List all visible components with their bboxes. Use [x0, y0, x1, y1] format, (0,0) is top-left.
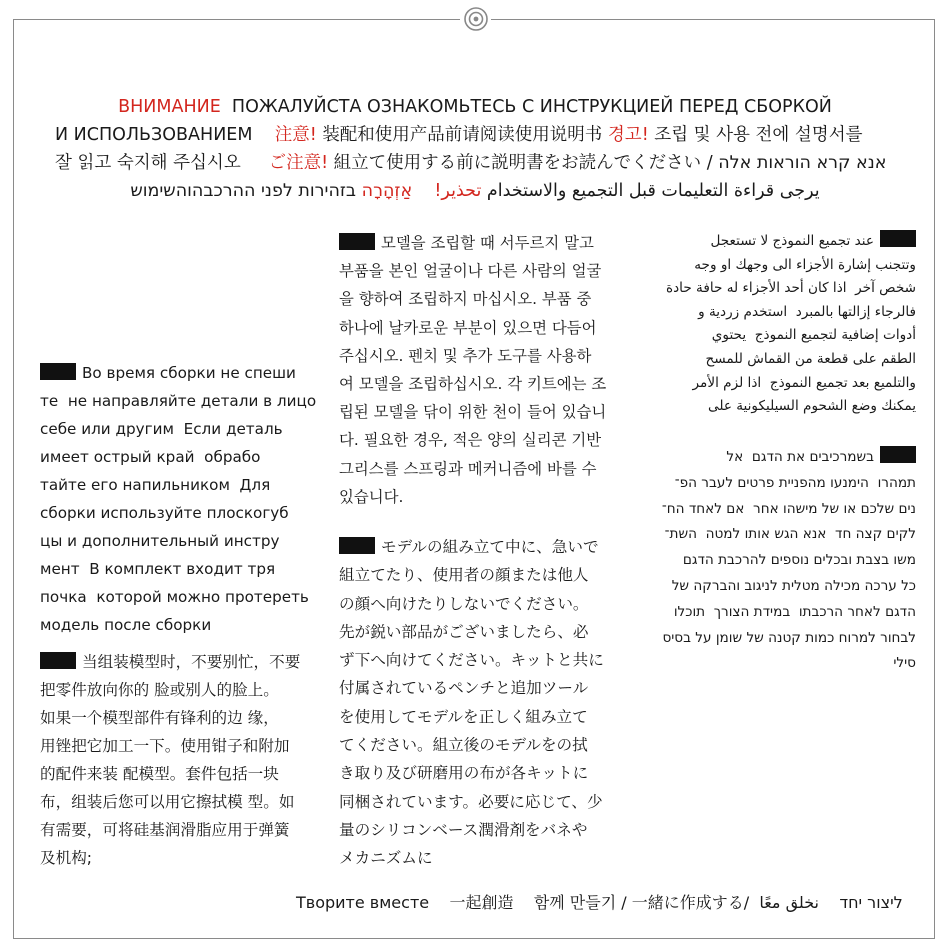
warning-label-he: אַזְהָרָה: [361, 181, 413, 201]
warning-text-ru-2: И ИСПОЛЬЗОВАНИЕМ: [55, 125, 253, 145]
instructions-ru: [40, 359, 325, 639]
language-marker-block: [339, 233, 375, 250]
warning-text-ar: يرجى قراءة التعليمات قبل التجميع والاستخدام: [486, 181, 820, 201]
warning-line-2: [55, 120, 915, 150]
warning-text-ru: ПОЖАЛУЙСТА ОЗНАКОМЬТЕСЬ С ИНСТРУКЦИЕЙ ПЕРЕД СБОРКОЙ: [231, 97, 832, 117]
warning-line-3: [55, 148, 915, 178]
footer-ru: Творите вместе: [296, 893, 430, 912]
warning-line-4: [40, 176, 910, 206]
language-marker-block: [339, 537, 375, 554]
language-marker-block: [40, 363, 76, 380]
footer-ar: نخلق معًا: [759, 893, 819, 912]
instructions-he: [634, 445, 916, 677]
bottom-rule-left: [13, 938, 435, 939]
instructions-he-text: בשמרכיבים את הדגם אל תמהרו הימנעו מהפניית פרטים לעבר הפ־ נים שלכם או של מישהו אחר אם לאחד הח־ לקים קצה חד אנא הגש אותו למטה השת־ משו בצבת ובכלים נוספים להרכבת הדגם כל ערכה מכילה מטלית לניגוב והברקה של הדגם לאחר הרכבתו במידת הצורך תוכלו לבחור למרוח כמות קטנה של שומן על בסיס סילי: [661, 449, 916, 672]
instructions-ja: [339, 533, 619, 873]
warning-label-zh: 注意!: [274, 125, 317, 145]
brand-logo-icon: [463, 6, 489, 32]
instructions-ja-text: モデルの組み立て中に、急いで 組立てたり、使用者の顔または他人 の顔へ向けたりしないでください。 先が鋭い部品がございましたら、必 ず下へ向けてください。キットと共に 付属されているペンチと追加ツール を使用してモデルを正しく組み立て てください。組立後のモデルをの拭 き取り及び研磨用の布が各キットに 同梱されています。必要に応じて、少 量のシリコンベース潤滑剤をバネや メカニズムに: [339, 538, 604, 868]
instructions-ko-text: 모델을 조립할 때 서두르지 말고 부품을 본인 얼굴이나 다른 사람의 얼굴 을 향하여 조립하지 마십시오. 부품 중 하나에 날카로운 부분이 있으면 다듬어 주십시오. 펜치 및 추가 도구를 사용하 여 모델을 조립하십시오. 각 키트에는 조 립된 모델을 닦이 위한 천이 들어 있습니 다. 필요한 경우, 적은 양의 실리콘 기반 그리스를 스프링과 메커니즘에 바를 수 있습니다.: [339, 234, 607, 506]
footer-zh: 一起創造: [449, 893, 514, 912]
footer-slogans: [296, 892, 903, 914]
language-marker-block: [880, 230, 916, 247]
warning-label-ja: ご注意!: [268, 153, 329, 173]
warning-line-1: [40, 92, 910, 122]
warning-text-ja: 組立て使用する前に説明書をお読んでください / אנא קרא הוראות אלה: [333, 153, 887, 173]
instructions-ar: [634, 230, 916, 419]
footer-ko-ja: 함께 만들기 / 一緒に作成する/: [533, 893, 750, 912]
language-marker-block: [880, 446, 916, 463]
instructions-ru-text: Во время сборки не спеши те не направляйте детали в лицо себе или другим Если деталь имеет острый край обрабо тайте его напильником Для сборки используйте плоскогуб цы и дополнительный инстру мент В комплект входит тря почка которой можно протереть модель после сборки: [40, 364, 317, 634]
instructions-ko: [339, 229, 619, 511]
warning-text-he: בזהירות לפני ההרכבהוהשימוש: [130, 181, 357, 201]
warning-text-ko: 조립 및 사용 전에 설명서를: [654, 125, 863, 145]
warning-label-ar: تحذير!: [434, 181, 482, 201]
instructions-ar-text: عند تجميع النموذج لا تستعجل وتتجنب إشارة الأجزاء الى وجهك او وجه شخص آخر اذا كان أحد الأجزاء له حافة حادة فالرجاء إزالتها بالمبرد استخدم زردية و أدوات إضافية لتجميع النموذج يحتوي الطقم على قطعة من القماش للمسح والتلميع بعد تجميع النموذج اذا لزم الأمر يمكنك وضع الشحوم السيليكونية على: [666, 233, 916, 415]
warning-text-zh: 装配和使用产品前请阅读使用说明书: [322, 125, 603, 145]
warning-text-ko-2: 잘 읽고 숙지해 주십시오: [55, 153, 241, 173]
language-marker-block: [40, 652, 76, 669]
instructions-zh-text: 当组装模型时，不要别忙，不要 把零件放向你的 脸或别人的脸上。 如果一个模型部件有锋利的边 缘， 用锉把它加工一下。使用钳子和附加 的配件来装 配模型。套件包括一块 布，组装后您可以用它擦拭模 型。如 有需要，可将硅基润滑脂应用于弹簧 及机构;: [40, 653, 301, 867]
bottom-rule-right: [517, 938, 935, 939]
warning-label-ko: 경고!: [607, 125, 649, 145]
warning-label-ru: ВНИМАНИЕ: [118, 97, 221, 117]
instructions-zh: [40, 648, 325, 872]
footer-he: ליצור יחד: [839, 893, 903, 912]
